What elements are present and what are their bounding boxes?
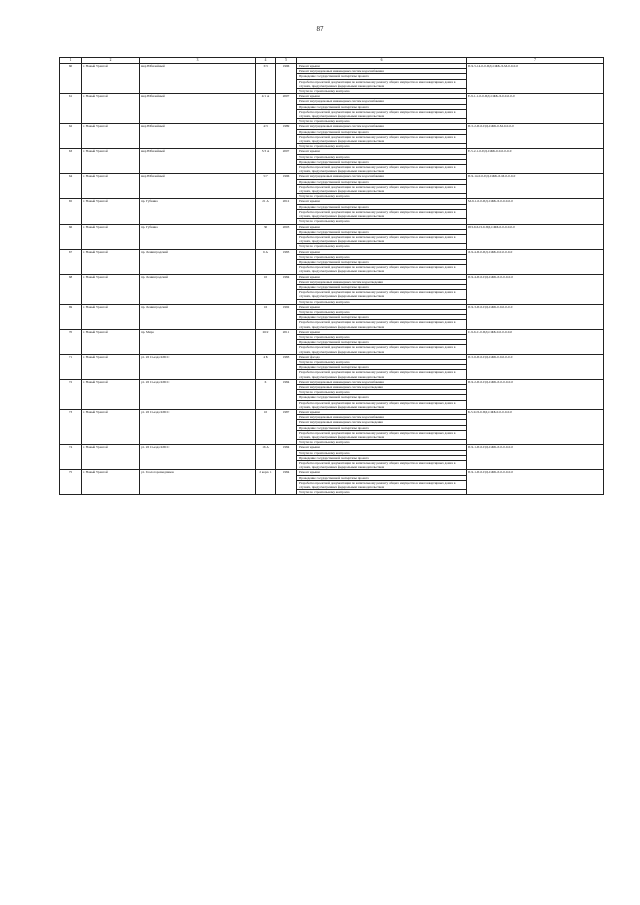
table-row [60, 64, 604, 94]
work-item: Проведение государственной экспертизы проекта [297, 159, 466, 164]
table-row [60, 379, 604, 409]
works-cell [297, 174, 467, 199]
address-cell: ул. 26 Съезда КПСС [140, 354, 256, 379]
work-item: Разработка проектной документации по капитальному ремонту общего имущества в многоквартирных домах в случаях, предусмотренных федеральным законодательством [297, 79, 466, 88]
address-cell: пр. Губкина [140, 224, 256, 249]
year-cell: 1983 [276, 354, 297, 379]
work-item: Услуги по строительному контролю [297, 359, 466, 364]
works-cell [297, 410, 467, 445]
work-item: Разработка проектной документации по капитальному ремонту общего имущества в многоквартирных домах в случаях, предусмотренных федеральным законодательством [297, 369, 466, 378]
work-item: Ремонт внутридомовых инженерных систем водоснабжения [299, 379, 384, 384]
code-cell: П-9-2-П-0-ПД-СЖБ-Л-0-0-0-0-0 [467, 379, 604, 409]
code-cell: П-9-3-П-0-ПД-СЖБ-0-0-0-0-0-0 [467, 304, 604, 329]
year-cell: 1984 [276, 274, 297, 304]
work-item: Услуги по строительному контролю [297, 118, 466, 123]
house-number-cell: 6 А [256, 249, 276, 274]
row-number-cell: 69 [60, 304, 82, 329]
work-item: Проведение государственной экспертизы проекта [297, 455, 466, 460]
column-header: 7 [467, 58, 604, 64]
work-item: Разработка проектной документации по капитальному ремонту общего имущества в многоквартирных домах в случаях, предусмотренных федеральным законодательством [297, 319, 466, 328]
row-number-cell: 66 [60, 224, 82, 249]
year-cell: 2007 [276, 94, 297, 124]
work-item: Проведение государственной экспертизы проекта [297, 364, 466, 369]
work-item: Услуги по строительному контролю [297, 88, 466, 93]
works-cell [297, 64, 467, 94]
work-item: Проведение государственной экспертизы проекта [297, 259, 466, 264]
year-cell: 1983 [276, 249, 297, 274]
city-cell: г. Новый Уренгой [82, 470, 140, 495]
work-item: Ремонт внутридомовых инженерных систем водоснабжения [297, 414, 466, 419]
works-cell [297, 224, 467, 249]
works-cell [297, 149, 467, 174]
code-cell: Л-9-4-П-0-ПД-СЖБ-0-0-0-0-0-0 [467, 249, 604, 274]
table-row [60, 329, 604, 354]
table-row [60, 249, 604, 274]
city-cell: г. Новый Уренгой [82, 354, 140, 379]
page-number: 87 [316, 25, 324, 33]
row-number-cell: 63 [60, 149, 82, 174]
work-item: Разработка проектной документации по капитальному ремонту общего имущества в многоквартирных домах в случаях, предусмотренных федеральным законодательством [297, 289, 466, 298]
year-cell: 1996 [276, 64, 297, 94]
work-item: Услуги по строительному контролю [297, 489, 466, 494]
city-cell: г. Новый Уренгой [82, 174, 140, 199]
year-cell: 1984 [276, 379, 297, 409]
table-row [60, 445, 604, 470]
work-item: Разработка проектной документации по капитальному ремонту общего имущества в многоквартирных домах в случаях, предусмотренных федеральным законодательством [297, 234, 466, 243]
house-number-cell: 4/1 А [256, 94, 276, 124]
address-cell: ул. 26 Съезда КПСС [140, 410, 256, 445]
work-item: Разработка проектной документации по капитальному ремонту общего имущества в многоквартирных домах в случаях, предусмотренных федеральным законодательством [297, 430, 466, 439]
column-header: 1 [60, 58, 82, 64]
works-cell [297, 249, 467, 274]
address-cell: ул. 26 Съезда КПСС [140, 445, 256, 470]
row-number-cell: 72 [60, 379, 82, 409]
row-number-cell: 68 [60, 274, 82, 304]
address-cell: пр. Ленинградский [140, 249, 256, 274]
works-cell [297, 94, 467, 124]
work-item: Разработка проектной документации по капитальному ремонту общего имущества в многоквартирных домах в случаях, предусмотренных федеральным законодательством [297, 184, 466, 193]
code-cell: М-9-1-0-0-ПД-СЖБ-Л-0-0-0-0-0 [467, 199, 604, 224]
year-cell: 2011 [276, 329, 297, 354]
code-cell: Б-5-9-П-0-ПД-СЖБ-0-0-0-0-0-0 [467, 410, 604, 445]
code-cell: П-9-5-14-0-0-ПД-СЖБ-Л-М-0-0-0-0 [467, 64, 604, 94]
work-item: Проведение государственной экспертизы проекта [297, 104, 466, 109]
works-cell [297, 354, 467, 379]
code-cell: П-9-14-0-0-ПД-СЖБ-Л-М-0-0-0-0 [467, 174, 604, 199]
year-cell: 1984 [276, 470, 297, 495]
works-cell [297, 199, 467, 224]
work-item: Услуги по строительному контролю [297, 334, 466, 339]
row-number-cell: 73 [60, 410, 82, 445]
address-cell: мкр Юбилейный [140, 64, 256, 94]
work-item: Ремонт внутридомовых инженерных систем водоотведения [297, 279, 466, 284]
house-number-cell: 26/2 [256, 329, 276, 354]
work-item: Разработка проектной документации по капитальному ремонту общего имущества в многоквартирных домах в случаях, предусмотренных федеральным законодательством [297, 400, 466, 409]
column-header: 4 [256, 58, 276, 64]
year-cell: 1984 [276, 445, 297, 470]
work-item: Ремонт крыши [299, 274, 320, 279]
city-cell: г. Новый Уренгой [82, 149, 140, 174]
house-number-cell: 21 А [256, 199, 276, 224]
table-row [60, 149, 604, 174]
work-item: Разработка проектной документации по капитальному ремонту общего имущества в многоквартирных домах в случаях, предусмотренных федеральным законодательством [297, 109, 466, 118]
address-cell: мкр Юбилейный [140, 124, 256, 149]
house-number-cell: 16 [256, 304, 276, 329]
work-item: Проведение государственной экспертизы проекта [297, 229, 466, 234]
city-cell: г. Новый Уренгой [82, 410, 140, 445]
address-cell: ул. 26 Съезда КПСС [140, 379, 256, 409]
city-cell: г. Новый Уренгой [82, 379, 140, 409]
year-cell: 1992 [276, 304, 297, 329]
year-cell: 1987 [276, 410, 297, 445]
table-row [60, 470, 604, 495]
work-item: Разработка проектной документации по капитальному ремонту общего имущества в многоквартирных домах в случаях, предусмотренных федеральным законодательством [297, 460, 466, 469]
year-cell: 2012 [276, 199, 297, 224]
work-item: Услуги по строительному контролю [297, 309, 466, 314]
table-row [60, 304, 604, 329]
works-cell [297, 329, 467, 354]
work-item: Разработка проектной документации по капитальному ремонту общего имущества в многоквартирных домах в случаях, предусмотренных федеральным законодательством [297, 480, 466, 489]
column-header: 2 [82, 58, 140, 64]
work-item: Ремонт фасада [299, 354, 320, 359]
table-row [60, 199, 604, 224]
work-item: Разработка проектной документации по капитальному ремонту общего имущества в многоквартирных домах в случаях, предусмотренных федеральным законодательством [297, 264, 466, 273]
work-item: Разработка проектной документации по капитальному ремонту общего имущества в многоквартирных домах в случаях, предусмотренных федеральным законодательством [297, 209, 466, 218]
code-cell: П-9-1-П-0-ПД-СЖБ-Л-0-0-0-0-0 [467, 470, 604, 495]
work-item: Услуги по строительному контролю [297, 218, 466, 223]
work-item: Услуги по строительному контролю [297, 254, 466, 259]
work-item: Услуги по строительному контролю [297, 389, 466, 394]
city-cell: г. Новый Уренгой [82, 64, 140, 94]
work-item: Проведение государственной экспертизы проекта [297, 394, 466, 399]
code-cell: Е-5-2-1-0-ПД-СЖБ-0-0-0-0-0-0 [467, 149, 604, 174]
address-cell: мкр Юбилейный [140, 174, 256, 199]
table-row [60, 354, 604, 379]
work-item: Услуги по строительному контролю [297, 299, 466, 304]
city-cell: г. Новый Уренгой [82, 304, 140, 329]
work-item: Ремонт внутридомовых инженерных систем водоотведения [297, 384, 466, 389]
city-cell: г. Новый Уренгой [82, 274, 140, 304]
address-cell: пр. Ленинградский [140, 304, 256, 329]
house-number-cell: 10 [256, 274, 276, 304]
house-number-cell: 4/3 [256, 124, 276, 149]
address-cell: мкр Юбилейный [140, 149, 256, 174]
code-cell: ПП-9-6-П-0-ПД-СЖБ-0-0-0-0-0-0 [467, 224, 604, 249]
house-number-cell: 10 [256, 410, 276, 445]
work-item: Ремонт внутридомовых инженерных систем водоснабжения [297, 98, 466, 103]
work-item: Ремонт крыши [299, 249, 320, 254]
works-cell [297, 445, 467, 470]
work-item: Услуги по строительному контролю [297, 143, 466, 148]
work-item: Ремонт крыши [299, 224, 320, 229]
city-cell: г. Новый Уренгой [82, 94, 140, 124]
table-row [60, 174, 604, 199]
work-item: Проведение государственной экспертизы проекта [297, 339, 466, 344]
city-cell: г. Новый Уренгой [82, 199, 140, 224]
house-number-cell: 6 [256, 379, 276, 409]
table-row [60, 94, 604, 124]
work-item: Проведение государственной экспертизы проекта [297, 425, 466, 430]
work-item: Услуги по строительному контролю [297, 154, 466, 159]
work-item: Услуги по строительному контролю [297, 450, 466, 455]
works-cell [297, 304, 467, 329]
works-cell [297, 470, 467, 495]
city-cell: г. Новый Уренгой [82, 249, 140, 274]
work-item: Проведение государственной экспертизы проекта [297, 475, 466, 480]
code-cell: П-5-6-П-0-ПД-СЖБ-0-0-0-0-0-0 [467, 354, 604, 379]
row-number-cell: 74 [60, 445, 82, 470]
row-number-cell: 70 [60, 329, 82, 354]
work-item: Услуги по строительному контролю [297, 193, 466, 198]
row-number-cell: 75 [60, 470, 82, 495]
work-item: Ремонт крыши [299, 94, 320, 99]
house-number-cell: 30 [256, 224, 276, 249]
work-item: Ремонт крыши [299, 445, 320, 450]
house-number-cell: 5/7 [256, 174, 276, 199]
house-number-cell: 5/3 А [256, 149, 276, 174]
work-item: Ремонт крыши [299, 64, 320, 68]
works-cell [297, 274, 467, 304]
work-item: Проведение государственной экспертизы проекта [297, 179, 466, 184]
work-item: Ремонт крыши [299, 329, 320, 334]
city-cell: г. Новый Уренгой [82, 445, 140, 470]
city-cell: г. Новый Уренгой [82, 224, 140, 249]
works-cell [297, 379, 467, 409]
work-item: Проведение государственной экспертизы проекта [297, 73, 466, 78]
row-number-cell: 71 [60, 354, 82, 379]
table-row [60, 410, 604, 445]
column-header: 3 [140, 58, 256, 64]
work-item: Ремонт крыши [299, 470, 320, 475]
work-item: Проведение государственной экспертизы проекта [297, 284, 466, 289]
work-item: Проведение государственной экспертизы проекта [297, 129, 466, 134]
row-number-cell: 65 [60, 199, 82, 224]
work-item: Ремонт внутридомовых инженерных систем водоснабжения [297, 68, 466, 73]
row-number-cell: 61 [60, 94, 82, 124]
address-cell: пр. Мира [140, 329, 256, 354]
house-number-cell: 3/3 [256, 64, 276, 94]
city-cell: г. Новый Уренгой [82, 329, 140, 354]
row-number-cell: 67 [60, 249, 82, 274]
table-row [60, 124, 604, 149]
row-number-cell: 64 [60, 174, 82, 199]
year-cell: 1996 [276, 174, 297, 199]
work-item: Ремонт крыши [299, 199, 320, 204]
work-item: Ремонт крыши [299, 410, 320, 415]
work-item: Услуги по строительному контролю [297, 439, 466, 444]
row-number-cell: 62 [60, 124, 82, 149]
work-item: Ремонт крыши [299, 149, 320, 154]
code-cell: П-5-2-П-0-ПД-СЖБ-0-М-0-0-0-0 [467, 124, 604, 149]
address-cell: пр. Губкина [140, 199, 256, 224]
code-cell: С-9-6-С-0-ПД-СЖБ-0-0-0-0-0-0 [467, 329, 604, 354]
row-number-cell: 60 [60, 64, 82, 94]
code-cell: Е-9-1-1-0-0-ПД-СЖБ-Л-0-0-0-0-0 [467, 94, 604, 124]
work-item: Разработка проектной документации по капитальному ремонту общего имущества в многоквартирных домах в случаях, предусмотренных федеральным законодательством [297, 344, 466, 353]
table-row [60, 224, 604, 249]
address-cell: ул. Геологоразведчиков [140, 470, 256, 495]
year-cell: 1989 [276, 124, 297, 149]
house-number-cell: 4 Б [256, 354, 276, 379]
house-number-cell: 2 корп. 1 [256, 470, 276, 495]
column-header: 6 [297, 58, 467, 64]
table-row [60, 274, 604, 304]
address-cell: пр. Ленинградский [140, 274, 256, 304]
repair-program-table [59, 57, 604, 495]
work-item: Ремонт внутридомовых инженерных систем водоснабжения [299, 124, 384, 129]
work-item: Ремонт крыши [299, 304, 320, 309]
work-item: Ремонт внутридомовых инженерных систем водоотведения [297, 419, 466, 424]
code-cell: П-9-4-П-0-ПД-СЖБ-Л-0-0-0-0-0 [467, 274, 604, 304]
year-cell: 2003 [276, 224, 297, 249]
work-item: Проведение государственной экспертизы проекта [297, 314, 466, 319]
code-cell: П-9-1-П-0-ПД-СЖБ-Л-0-0-0-0-0 [467, 445, 604, 470]
work-item: Услуги по строительному контролю [297, 243, 466, 248]
column-header: 5 [276, 58, 297, 64]
work-item: Разработка проектной документации по капитальному ремонту общего имущества в многоквартирных домах в случаях, предусмотренных федеральным законодательством [297, 164, 466, 173]
address-cell: мкр Юбилейный [140, 94, 256, 124]
house-number-cell: 16 А [256, 445, 276, 470]
works-cell [297, 124, 467, 149]
year-cell: 2007 [276, 149, 297, 174]
work-item: Разработка проектной документации по капитальному ремонту общего имущества в многоквартирных домах в случаях, предусмотренных федеральным законодательством [297, 134, 466, 143]
work-item: Проведение государственной экспертизы проекта [297, 204, 466, 209]
city-cell: г. Новый Уренгой [82, 124, 140, 149]
work-item: Ремонт внутридомовых инженерных систем водоснабжения [299, 174, 384, 179]
